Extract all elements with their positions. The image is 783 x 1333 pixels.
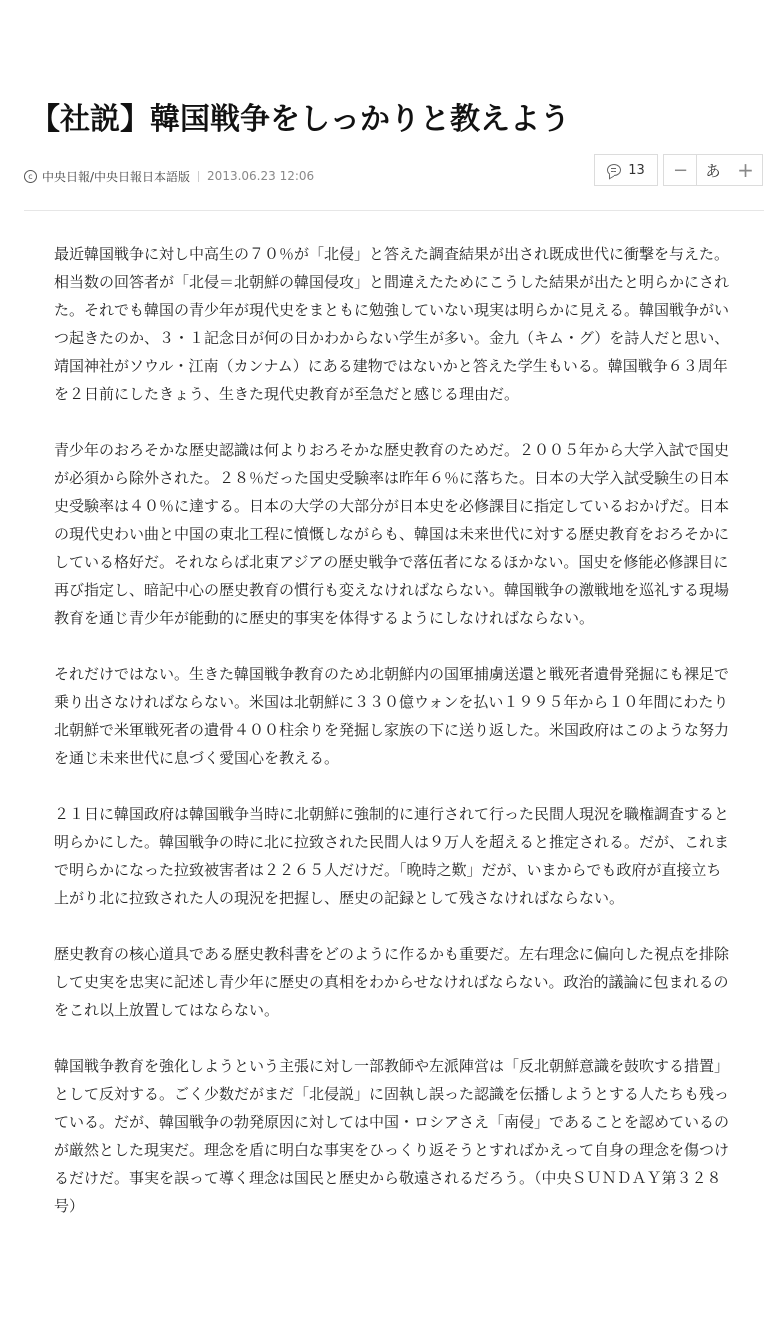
- comment-count: 13: [628, 162, 645, 178]
- comment-button[interactable]: [594, 154, 658, 186]
- article-paragraph: 最近韓国戦争に対し中高生の７０％が「北侵」と答えた調査結果が出され既成世代に衝撃を与えた。相当数の回答者が「北侵＝北朝鮮の韓国侵攻」と間違えたためにこうした結果が出たと明らかにされた。それでも韓国の青少年が現代史をまともに勉強していない現実は明らかに見える。韓国戦争がいつ起きたのか、３・１記念日が何の日かわからない学生が多い。金九（キム・グ）を詩人だと思い、靖国神社がソウル・江南（カンナム）にある建物ではないかと答えた学生もいる。韓国戦争６３周年を２日前にしたきょう、生きた現代史教育が至急だと感じる理由だ。: [54, 245, 730, 403]
- article-paragraph: 青少年のおろそかな歴史認識は何よりおろそかな歴史教育のためだ。２００５年から大学入試で国史が必須から除外された。２８％だった国史受験率は昨年６％に落ちた。日本の大学入試受験生の日本史受験率は４０％に達する。日本の大学の大部分が日本史を必修課目に指定しているおかげだ。日本の現代史わい曲と中国の東北工程に憤慨しながらも、韓国は未来世代に対する歴史教育をおろそかにしている格好だ。それならば北東アジアの歴史戦争で落伍者になるほかない。国史を修能必修課目に再び指定し、暗記中心の歴史教育の慣行も変えなければならない。韓国戦争の激戦地を巡礼する現場教育を通じ青少年が能動的に歴史的事実を体得するようにしなければならない。: [54, 441, 730, 627]
- article-paragraph: ２１日に韓国政府は韓国戦争当時に北朝鮮に強制的に連行されて行った民間人現況を職権調査すると明らかにした。韓国戦争の時に北に拉致された民間人は９万人を超えると推定される。だが、これまで明らかになった拉致被害者は２２６５人だけだ。「晩時之歎」だが、いまからでも政府が直接立ち上がり北に拉致された人の現況を把握し、歴史の記録として残さなければならない。: [54, 805, 730, 907]
- article-source: 中央日報/中央日報日本語版: [42, 169, 191, 184]
- font-decrease-button[interactable]: −: [663, 154, 697, 186]
- byline-divider: [198, 171, 199, 182]
- comment-icon: [607, 164, 621, 176]
- article-date: 2013.06.23 12:06: [207, 169, 315, 183]
- article-paragraph: 韓国戦争教育を強化しようという主張に対し一部教師や左派陣営は「反北朝鮮意識を鼓吹する措置」として反対する。ごく少数だがまだ「北侵説」に固執し誤った認識を伝播しようとする人たちも残っている。だが、韓国戦争の勃発原因に対しては中国・ロシアさえ「南侵」であることを認めているのが厳然とした現実だ。理念を盾に明白な事実をひっくり返そうとすればかえって自身の理念を傷つけるだけだ。事実を誤って導く理念は国民と歴史から敬遠されるだろう。（中央ＳＵＮＤＡＹ第３２８号）: [54, 1057, 730, 1215]
- byline: [24, 166, 314, 186]
- article-paragraph: 歴史教育の核心道具である歴史教科書をどのように作るかも重要だ。左右理念に偏向した視点を排除して史実を忠実に記述し青少年に歴史の真相をわからせなければならない。政治的議論に包まれるのをこれ以上放置してはならない。: [54, 945, 730, 1019]
- article-paragraph: それだけではない。生きた韓国戦争教育のため北朝鮮内の国軍捕虜送還と戦死者遺骨発掘にも裸足で乗り出さなければならない。米国は北朝鮮に３３０億ウォンを払い１９９５年から１０年間にわたり北朝鮮で米軍戦死者の遺骨４００柱余りを発掘し家族の下に送り返した。米国政府はこのような努力を通じ未来世代に息づく愛国心を教える。: [54, 665, 730, 767]
- article-headline: 【社説】韓国戦争をしっかりと教えよう: [30, 102, 570, 137]
- article-body: [54, 240, 732, 1248]
- font-size-button[interactable]: あ: [696, 154, 730, 186]
- font-increase-button[interactable]: +: [729, 154, 763, 186]
- copyright-icon: c: [24, 170, 37, 183]
- header-divider: [24, 210, 764, 211]
